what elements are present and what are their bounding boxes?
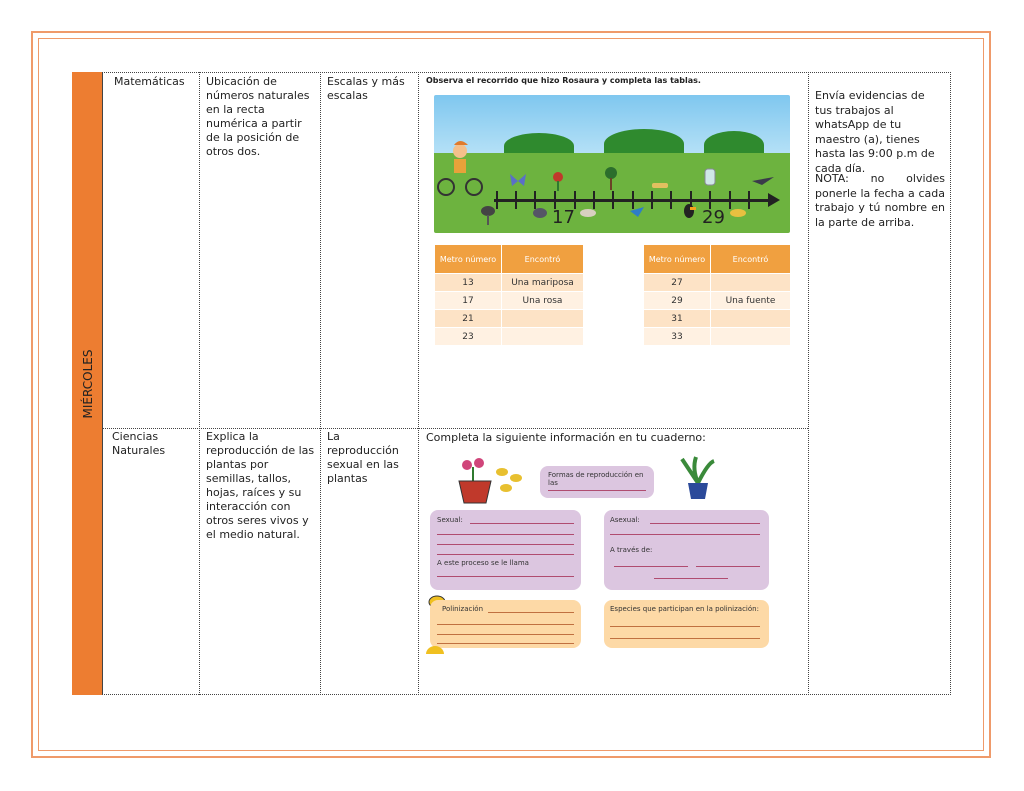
sexual-box (430, 510, 581, 590)
number-line-tick (651, 191, 653, 209)
asexual-box (604, 510, 769, 590)
reminder-note: NOTA: no olvides ponerle la fecha a cada trabajo y tú nombre en la parte de arriba. (815, 172, 945, 229)
subject-science: Ciencias Naturales (112, 430, 166, 457)
table-cell: 29 (644, 292, 711, 310)
table-left-header-found: Encontró (502, 245, 584, 274)
rose-icon (551, 171, 565, 191)
number-line-tick (748, 191, 750, 209)
table-row (435, 292, 584, 310)
number-line-tick (515, 191, 517, 209)
forms-title: Formas de reproducción en las (548, 471, 644, 487)
table-cell[interactable] (711, 328, 791, 346)
answer-line[interactable] (548, 490, 646, 491)
table-cell[interactable]: Una mariposa (502, 274, 584, 292)
species-label: Especies que participan en la polinización: (610, 605, 759, 613)
table-left (434, 244, 584, 346)
table-row (435, 274, 584, 292)
table-left-header-number: Metro número (435, 245, 502, 274)
tree-small-icon (604, 167, 618, 191)
number-line-illustration (434, 95, 790, 233)
table-row (435, 328, 584, 346)
topic-math: Escalas y más escalas (327, 75, 405, 102)
caterpillar-icon (652, 179, 668, 191)
through-label: A través de: (610, 546, 653, 554)
forms-box (540, 466, 654, 498)
learning-math: Ubicación de números naturales en la recta numérica a partir de la posición de otros dos. (206, 75, 310, 158)
table-cell[interactable]: Una fuente (711, 292, 791, 310)
flower-pot-icon (455, 455, 495, 505)
evidence-note: Envía evidencias de tus trabajos al whatsApp de tu maestro (a), tienes hasta las 9:00 p.m de cada día. (815, 89, 935, 175)
table-row (644, 310, 791, 328)
answer-line[interactable] (488, 612, 574, 613)
rock-icon (580, 207, 596, 217)
number-line-tick (496, 191, 498, 209)
answer-line[interactable] (437, 643, 574, 644)
answer-line[interactable] (437, 544, 574, 545)
bird-icon (752, 173, 774, 187)
answer-line[interactable] (614, 566, 688, 567)
table-right-header-number: Metro número (644, 245, 711, 274)
number-line-tick (612, 191, 614, 209)
answer-line[interactable] (610, 534, 760, 535)
topic-science: La reproducción sexual en las plantas (327, 430, 399, 485)
number-line-label-29: 29 (702, 207, 725, 228)
learning-science: Explica la reproducción de las plantas por semillas, tallos, hojas, raíces y su interacción con otros seres vivos y el medio natural. (206, 430, 315, 541)
table-row (644, 328, 791, 346)
process-label: A este proceso se le llama (437, 559, 529, 567)
pollination-label: Polinización (442, 605, 484, 613)
number-line-label-17: 17 (552, 207, 575, 228)
table-row (644, 274, 791, 292)
day-label: MIÉRCOLES (81, 349, 95, 419)
number-line (494, 199, 774, 202)
table-cell: 17 (435, 292, 502, 310)
answer-line[interactable] (610, 626, 760, 627)
activity-title-science: Completa la siguiente información en tu cuaderno: (426, 431, 706, 444)
butterfly-icon (508, 171, 528, 191)
table-cell: 21 (435, 310, 502, 328)
sun-icon (426, 646, 444, 654)
answer-line[interactable] (437, 634, 574, 635)
activity-title-math: Observa el recorrido que hizo Rosaura y completa las tablas. (426, 76, 701, 85)
number-line-tick (670, 191, 672, 209)
answer-line[interactable] (470, 523, 574, 524)
species-box (604, 600, 769, 648)
table-cell[interactable] (502, 310, 584, 328)
turtle-icon (730, 207, 746, 217)
table-cell[interactable] (711, 310, 791, 328)
cyclist-icon (434, 135, 494, 205)
bees-icon (494, 462, 526, 498)
table-row (644, 292, 791, 310)
table-cell: 31 (644, 310, 711, 328)
cat-icon (532, 205, 548, 219)
sexual-label: Sexual: (437, 516, 463, 524)
answer-line[interactable] (610, 638, 760, 639)
answer-line[interactable] (437, 534, 574, 535)
toucan-icon (682, 203, 696, 219)
table-right-header-found: Encontró (711, 245, 791, 274)
table-cell: 13 (435, 274, 502, 292)
answer-line[interactable] (650, 523, 760, 524)
ostrich-icon (480, 203, 496, 225)
column-divider (199, 72, 200, 695)
table-row (435, 310, 584, 328)
table-cell: 27 (644, 274, 711, 292)
answer-line[interactable] (437, 624, 574, 625)
table-cell: 23 (435, 328, 502, 346)
column-divider (418, 72, 419, 695)
table-cell[interactable]: Una rosa (502, 292, 584, 310)
asexual-label: Asexual: (610, 516, 640, 524)
bluebird-icon (630, 205, 644, 219)
answer-line[interactable] (654, 578, 728, 579)
number-line-arrow (768, 193, 780, 207)
table-cell[interactable] (502, 328, 584, 346)
potted-plant-icon (678, 455, 718, 501)
table-cell[interactable] (711, 274, 791, 292)
answer-line[interactable] (437, 554, 574, 555)
column-divider (320, 72, 321, 695)
answer-line[interactable] (696, 566, 760, 567)
column-divider (808, 72, 809, 695)
fountain-icon (702, 165, 718, 189)
answer-line[interactable] (437, 576, 574, 577)
pollination-box (430, 600, 581, 648)
table-right (643, 244, 791, 346)
subject-math: Matemáticas (114, 75, 185, 88)
table-cell: 33 (644, 328, 711, 346)
row-divider (103, 428, 808, 429)
